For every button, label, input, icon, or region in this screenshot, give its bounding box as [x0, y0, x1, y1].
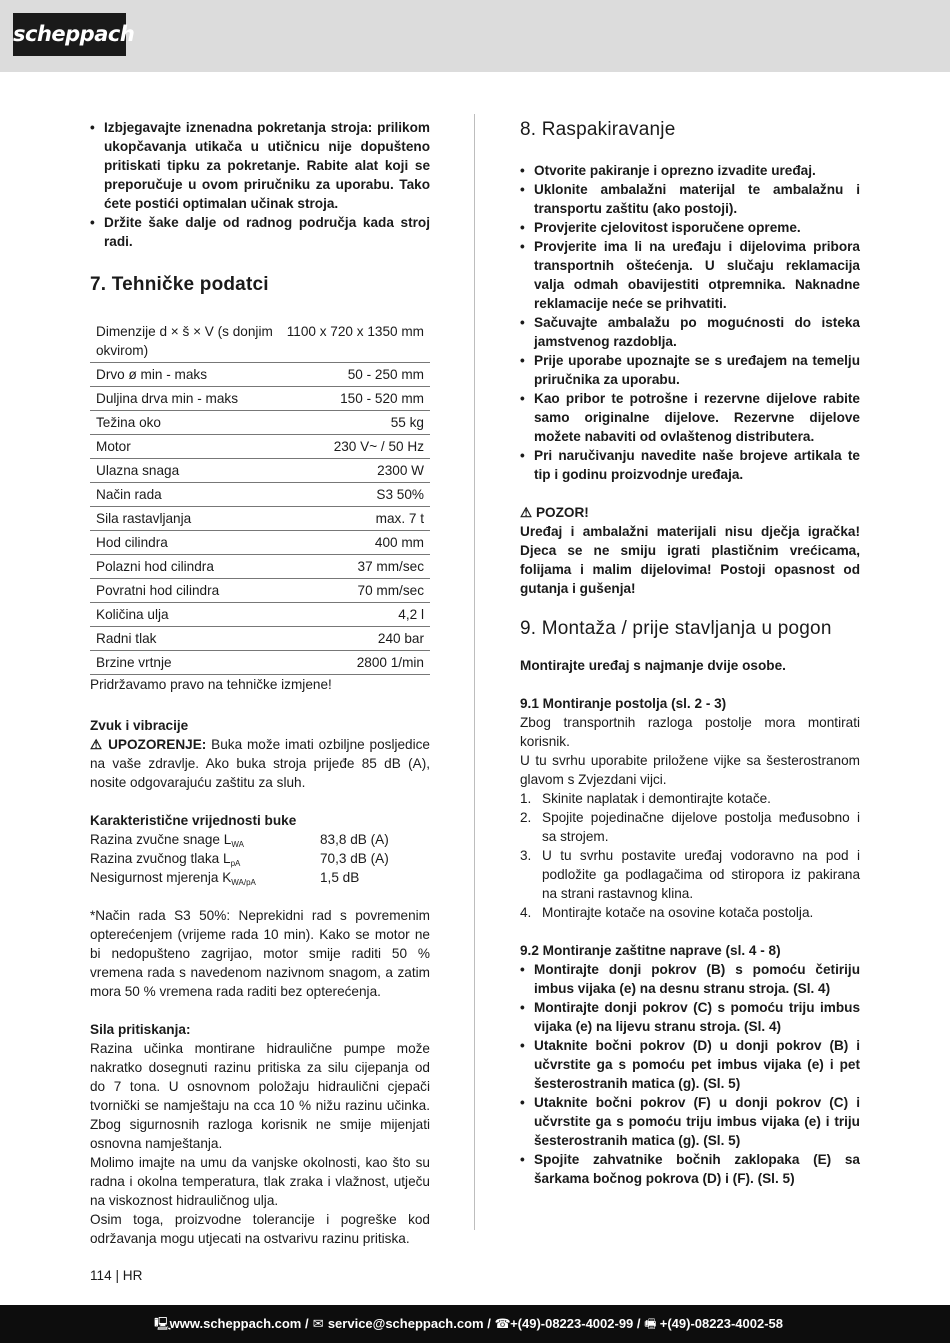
list-item: • Otvorite pakiranje i oprezno izvadite uređaj. — [520, 161, 860, 180]
spec-value: S3 50% — [281, 483, 430, 507]
list-item: • Montirajte donji pokrov (B) s pomoću četiriju imbus vijaka (e) na desnu stranu stroja. (Sl. 4) — [520, 960, 860, 998]
spec-value: 2800 1/min — [281, 651, 430, 675]
spec-label: Dimenzije d × š × V (s donjim okvirom) — [90, 320, 281, 363]
spec-value: 2300 W — [281, 459, 430, 483]
noise-values — [90, 830, 430, 887]
spec-row — [90, 459, 430, 483]
section-9-2-title: 9.2 Montiranje zaštitne naprave (sl. 4 - 8) — [520, 943, 781, 958]
list-item: • Montirajte donji pokrov (C) s pomoću triju imbus vijaka (e) na lijevu stranu stroja. (Sl. 4) — [520, 998, 860, 1036]
list-item: 4. Montirajte kotače na osovine kotača postolja. — [520, 905, 814, 920]
pressure-paragraph: Osim toga, proizvodne tolerancije i pogreške kod održavanja mogu utjecati na ostvarivu razinu pritiska. — [90, 1212, 430, 1246]
list-item: • Pri naručivanju navedite naše brojeve artikala te tip i godinu proizvodnje uređaja. — [520, 446, 860, 484]
warning-label: ⚠ UPOZORENJE: — [90, 737, 207, 752]
spec-value: max. 7 t — [281, 507, 430, 531]
page-number: 114 | HR — [90, 1268, 143, 1283]
spec-label: Količina ulja — [90, 603, 281, 627]
assembly-note: Montirajte uređaj s najmanje dvije osobe. — [520, 658, 786, 673]
spec-row — [90, 627, 430, 651]
list-item: • Spojite zahvatnike bočnih zaklopaka (E) sa šarkama bočnog pokrova (D) i (F). (Sl. 5) — [520, 1150, 860, 1188]
noise-value: 83,8 dB (A) — [320, 832, 389, 847]
steps-list — [520, 789, 860, 922]
warning-text: Buka može imati ozbiljne posljedice na vaše zdravlje. Ako buka stroja prijeđe 85 dB (A), nosite odgovarajuću zaštitu za sluh. — [90, 737, 430, 790]
spec-row — [90, 483, 430, 507]
noise-values-title: Karakteristične vrijednosti buke — [90, 813, 297, 828]
list-item: • Provjerite cjelovitost isporučene opreme. — [520, 218, 860, 237]
paragraph: U tu svrhu uporabite priložene vijke sa šesterostranom glavom s Zvjezdani vijci. — [520, 753, 860, 787]
spec-value: 37 mm/sec — [281, 555, 430, 579]
section-9-1-title: 9.1 Montiranje postolja (sl. 2 - 3) — [520, 696, 727, 711]
spec-row — [90, 387, 430, 411]
phone-icon: ☎ — [494, 1316, 511, 1331]
list-item: 2. Spojite pojedinačne dijelove postolja međusobno i sa strojem. — [520, 810, 860, 844]
spec-row — [90, 320, 430, 363]
unpack-bullets — [520, 161, 860, 484]
spec-label: Način rada — [90, 483, 281, 507]
section-7-title: 7. Tehničke podatci — [90, 274, 269, 295]
spec-value: 70 mm/sec — [281, 579, 430, 603]
spec-value: 55 kg — [281, 411, 430, 435]
header-bar — [0, 0, 950, 72]
list-item: • Izbjegavajte iznenadna pokretanja stroja: prilikom ukopčavanja utikača u utičnicu nije dopušteno pritiskati tipku za pokretanje. Rabite alat koji se preporučuje u ovom priručniku za uporabu. Tako ćete postići optimalan učinak stroja. — [90, 118, 430, 213]
spec-label: Brzine vrtnje — [90, 651, 281, 675]
mail-icon: ✉ — [312, 1316, 324, 1331]
spec-row — [90, 507, 430, 531]
list-item: • Kao pribor te potrošne i rezervne dijelove rabite samo originalne dijelove. Rezervne dijelove možete nabaviti od ovlaštenog distributera. — [520, 389, 860, 446]
spec-label: Motor — [90, 435, 281, 459]
footer-fax: +(49)-08223-4002-58 — [659, 1316, 783, 1331]
noise-value: 1,5 dB — [320, 870, 360, 885]
section-8-title: 8. Raspakiravanje — [520, 119, 676, 140]
spec-row — [90, 363, 430, 387]
spec-label: Ulazna snaga — [90, 459, 281, 483]
list-item: • Sačuvajte ambalažu po mogućnosti do isteka jamstvenog razdoblja. — [520, 313, 860, 351]
protection-bullets — [520, 960, 860, 1188]
spec-value: 240 bar — [281, 627, 430, 651]
spec-row — [90, 531, 430, 555]
spec-label: Drvo ø min - maks — [90, 363, 281, 387]
caution-label: ⚠ POZOR! — [520, 505, 589, 520]
spec-label: Duljina drva min - maks — [90, 387, 281, 411]
noise-label: Nesigurnost mjerenja $K_{WA/pA}$ — [90, 870, 256, 887]
footer-web[interactable]: www.scheppach.com / — [169, 1316, 309, 1331]
spec-row — [90, 435, 430, 459]
spec-label: Hod cilindra — [90, 531, 281, 555]
list-item: • Prije uporabe upoznajte se s uređajem na temelju priručnika za uporabu. — [520, 351, 860, 389]
noise-warning — [90, 735, 430, 792]
mode-note: *Način rada S3 50%: Neprekidni rad s povremenim opterećenjem (vrijeme rada 10 min). Kako se motor ne bi nedopušteno zagrijao, motor smije raditi 50 % vremena rada s navedenom nazivnom snagom, a zatim mora 50 % vremena rada raditi bez opterećenja. — [90, 908, 430, 999]
pressure-paragraph: Molimo imajte na umu da vanjske okolnosti, kao što su radna i okolna temperatura, tlak zraka i vlažnost, utječu na viskoznost hidrauličnog ulja. — [90, 1155, 430, 1208]
fax-icon: 🖷 — [644, 1316, 657, 1331]
pressure-paragraph: Razina učinka montirane hidraulične pumpe može nakratko dosegnuti razinu pritiska za silu cijepanja od do 7 tona. U osnovnom položaju hidraulični cjepači tvornički se namještaju na cca 10 % nižu razinu učinka. Zbog sigurnosnih razloga korisnik ne smije mijenjati osnovna namještanja. — [90, 1041, 430, 1151]
list-item: • Utaknite bočni pokrov (D) u donji pokrov (B) i učvrstite ga s pomoću pet imbus vijaka (e) i pet šesterostranih matica (g). (Sl. 5) — [520, 1036, 860, 1093]
right-column — [520, 118, 860, 1188]
spec-row — [90, 579, 430, 603]
noise-value: 70,3 dB (A) — [320, 851, 389, 866]
caution-text: Uređaj i ambalažni materijali nisu dječja igračka! Djeca se ne smiju igrati plastičnim vrećicama, folijama i malim dijelovima! Postoji opasnost od gutanja i gušenja! — [520, 524, 860, 596]
scheppach-logo: scheppach — [13, 13, 126, 56]
spec-label: Povratni hod cilindra — [90, 579, 281, 603]
noise-label: Razina zvučne snage $L_{WA}$ — [90, 832, 244, 849]
spec-note: Pridržavamo pravo na tehničke izmjene! — [90, 677, 332, 692]
spec-table — [90, 320, 430, 675]
spec-value: 4,2 l — [281, 603, 430, 627]
footer-email[interactable]: service@scheppach.com / — [327, 1316, 491, 1331]
noise-title: Zvuk i vibracije — [90, 718, 189, 733]
spec-label: Težina oko — [90, 411, 281, 435]
footer-bar — [0, 1305, 950, 1343]
list-item: 1. Skinite naplatak i demontirajte kotače. — [520, 791, 771, 806]
left-column — [90, 118, 430, 1248]
list-item: • Uklonite ambalažni materijal te ambalažnu i transportu zaštitu (ako postoji). — [520, 180, 860, 218]
list-item: 3. U tu svrhu postavite uređaj vodoravno na pod i podložite ga podlagačima od stiropora iz pakirana na strani rastavnog klina. — [520, 848, 860, 901]
spec-row — [90, 555, 430, 579]
spec-label: Polazni hod cilindra — [90, 555, 281, 579]
list-item: • Utaknite bočni pokrov (F) u donji pokrov (C) i učvrstite ga s pomoću triju imbus vijaka (e) i triju šesterostranih matica (g). (Sl. 5) — [520, 1093, 860, 1150]
paragraph: Zbog transportnih razloga postolje mora montirati korisnik. — [520, 715, 860, 749]
spec-row — [90, 603, 430, 627]
spec-label: Radni tlak — [90, 627, 281, 651]
spec-value: 150 - 520 mm — [281, 387, 430, 411]
computer-icon: 🖳 — [154, 1316, 172, 1331]
spec-label: Sila rastavljanja — [90, 507, 281, 531]
spec-row — [90, 651, 430, 675]
footer-phone: +(49)-08223-4002-99 / — [510, 1316, 641, 1331]
spec-value: 400 mm — [281, 531, 430, 555]
spec-value: 1100 x 720 x 1350 mm — [281, 320, 430, 363]
section-9-title: 9. Montaža / prije stavljanja u pogon — [520, 618, 832, 639]
spec-row — [90, 411, 430, 435]
column-divider — [474, 114, 475, 1230]
list-item: • Držite šake dalje od radnog područja kada stroj radi. — [90, 213, 430, 251]
spec-value: 230 V~ / 50 Hz — [281, 435, 430, 459]
safety-bullets — [90, 118, 430, 251]
pressure-title: Sila pritiskanja: — [90, 1022, 191, 1037]
noise-label: Razina zvučnog tlaka $L_{pA}$ — [90, 851, 241, 868]
spec-value: 50 - 250 mm — [281, 363, 430, 387]
list-item: • Provjerite ima li na uređaju i dijelovima pribora transportnih oštećenja. U slučaju reklamacija valja odmah obavijestiti otpremnika. Naknadne reklamacije neće se prihvatiti. — [520, 237, 860, 313]
